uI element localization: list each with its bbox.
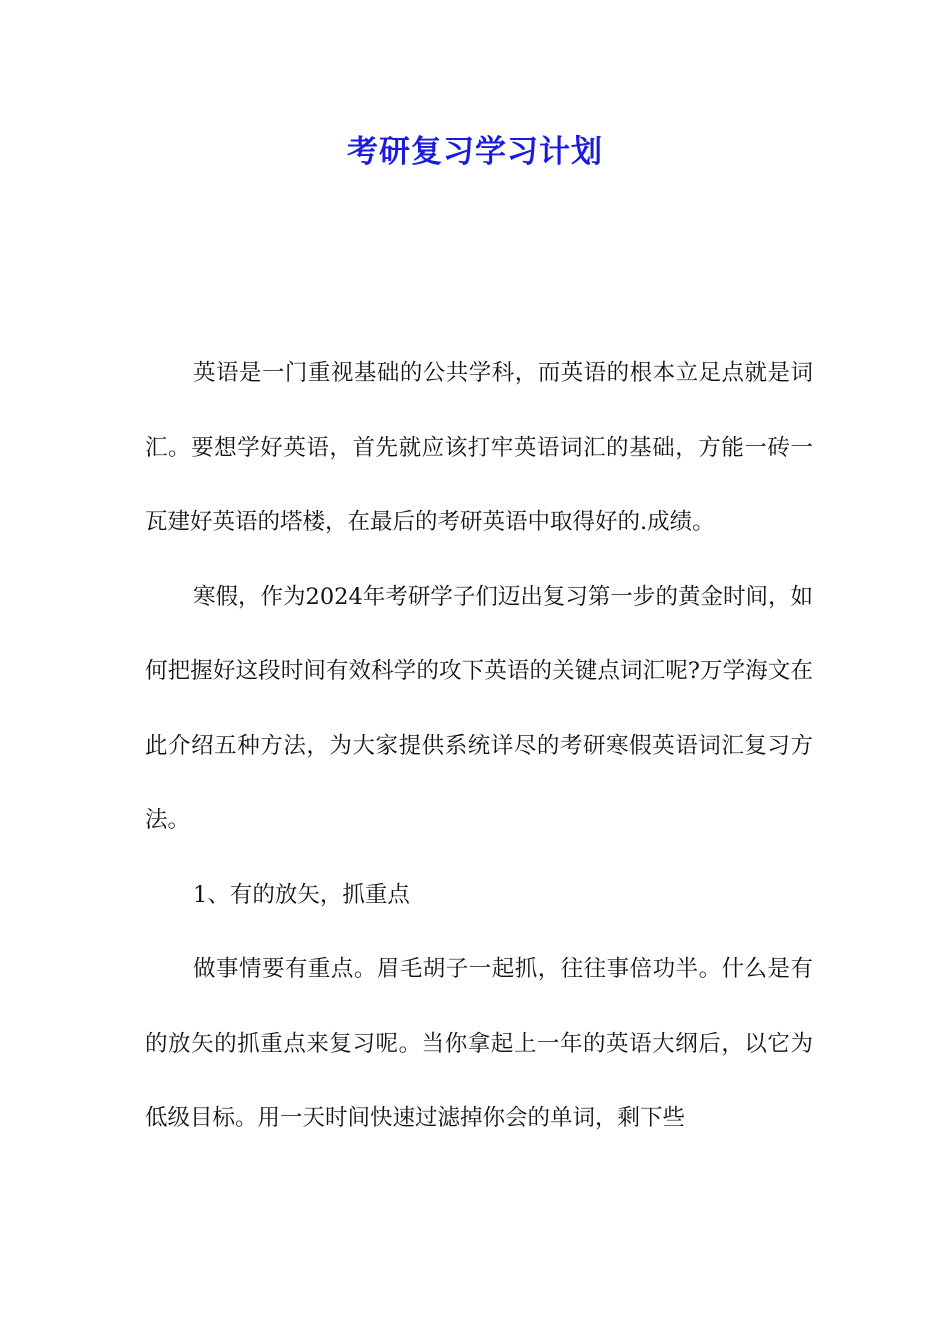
paragraph-winter-break: 寒假，作为2024年考研学子们迈出复习第一步的黄金时间，如何把握好这段时间有效科学的攻下英语的关键点词汇呢?万学海文在此介绍五种方法，为大家提供系统详尽的考研寒假英语词汇复习方法。 bbox=[145, 583, 813, 833]
paragraph-intro: 英语是一门重视基础的公共学科，而英语的根本立足点就是词汇。要想学好英语，首先就应该打牢英语词汇的基础，方能一砖一瓦建好英语的塔楼，在最后的考研英语中取得好的.成绩。 bbox=[145, 360, 813, 535]
document-title: 考研复习学习计划 bbox=[347, 134, 603, 170]
paragraph-focus: 做事情要有重点。眉毛胡子一起抓，往往事倍功半。什么是有的放矢的抓重点来复习呢。当你拿起上一年的英语大纲后，以它为低级目标。用一天时间快速过滤掉你会的单词，剩下些 bbox=[145, 956, 813, 1131]
section-heading-1: 1、有的放矢，抓重点 bbox=[193, 881, 410, 908]
document-body bbox=[145, 336, 813, 1156]
